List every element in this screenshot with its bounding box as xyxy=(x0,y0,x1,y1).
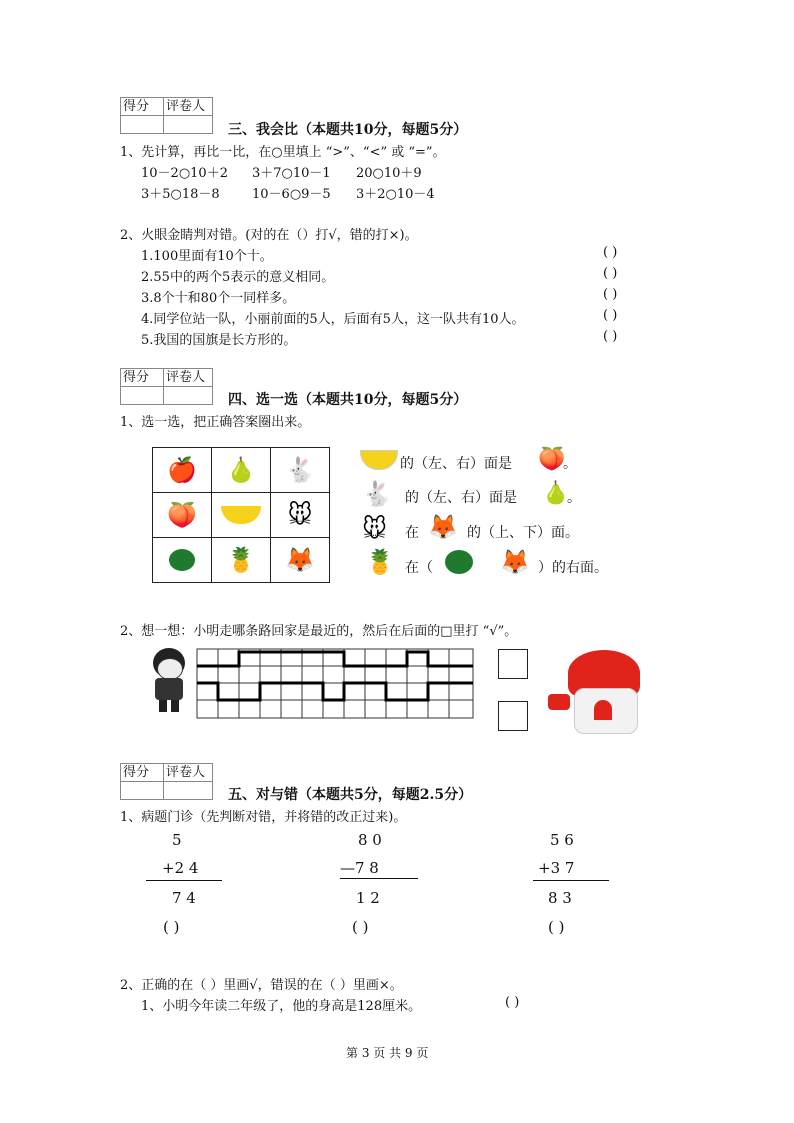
score-box-3 xyxy=(120,97,213,134)
problem-2-paren[interactable]: ( ) xyxy=(352,918,369,936)
problem-2-result: 1 2 xyxy=(356,889,380,907)
compare-1: 10－2○10＋2 xyxy=(141,166,228,181)
fruit-grid xyxy=(152,447,330,583)
mouse-icon: 🐭 xyxy=(362,515,388,543)
boy-icon xyxy=(147,648,191,714)
score-cell[interactable] xyxy=(121,116,164,134)
score-label: 得分 xyxy=(121,369,164,387)
judge-item-4: 4.同学位站一队，小丽前面的5人，后面有5人，这一队共有10人。 xyxy=(141,312,525,327)
fox-icon: 🦊 xyxy=(428,513,458,541)
score-cell[interactable] xyxy=(121,782,164,800)
score-label: 得分 xyxy=(121,764,164,782)
sec4-q1-text: 1、选一选，把正确答案圈出来。 xyxy=(120,415,311,430)
problem-1-result: 7 4 xyxy=(172,889,196,907)
problem-1-b: +2 4 xyxy=(162,859,199,877)
sec5-q2-text: 2、正确的在（ ）里画√，错误的在（ ）里画×。 xyxy=(120,978,403,993)
rabbit-icon: 🐇 xyxy=(362,480,392,508)
sentence-4a: 在（ xyxy=(405,560,433,576)
route-top xyxy=(197,652,473,666)
grader-label: 评卷人 xyxy=(164,764,213,782)
judge-item-1: 1.100里面有10个十。 xyxy=(141,249,273,264)
judge-item-3: 3.8个十和80个一同样多。 xyxy=(141,291,296,306)
section-5-title: 五、对与错（本题共5分，每题2.5分） xyxy=(228,787,473,803)
route-bottom xyxy=(197,683,473,700)
score-cell[interactable] xyxy=(121,387,164,405)
fox-icon: 🦊 xyxy=(500,548,530,576)
problem-3-line xyxy=(533,880,609,881)
sec3-q2-text: 2、火眼金睛判对错。(对的在（）打√，错的打×)。 xyxy=(120,228,418,243)
peach-icon: 🍑 xyxy=(538,447,566,472)
sentence-4b: ）的右面。 xyxy=(538,560,608,576)
compare-5: 10－6○9－5 xyxy=(252,187,331,202)
pear-icon: 🍐 xyxy=(212,448,271,493)
problem-2-line xyxy=(340,878,418,879)
route-grid xyxy=(196,648,476,720)
grader-cell[interactable] xyxy=(164,782,213,800)
pear-icon: 🍐 xyxy=(542,481,570,506)
sentence-1a: 的（左、右）面是 xyxy=(400,456,512,472)
problem-3-a: 5 6 xyxy=(550,831,574,849)
sec5-item-1: 1、小明今年读二年级了，他的身高是128厘米。 xyxy=(141,999,422,1014)
peach-icon: 🍑 xyxy=(153,493,212,538)
problem-3-paren[interactable]: ( ) xyxy=(548,918,565,936)
banana-icon xyxy=(212,493,271,538)
problem-1-a: 5 xyxy=(172,831,182,849)
apple-icon: 🍎 xyxy=(153,448,212,493)
pineapple-icon: 🍍 xyxy=(365,548,395,576)
rabbit-icon: 🐇 xyxy=(271,448,330,493)
answer-paren-5[interactable]: ( ) xyxy=(603,329,618,344)
sentence-3b: 的（上、下）面。 xyxy=(467,525,579,541)
watermelon-icon xyxy=(153,538,212,583)
house-icon xyxy=(548,650,652,742)
problem-3-b: +3 7 xyxy=(538,859,575,877)
score-box-4 xyxy=(120,368,213,405)
problem-2-b: —7 8 xyxy=(340,859,379,877)
sentence-1b: 。 xyxy=(563,456,577,472)
sentence-2a: 的（左、右）面是 xyxy=(405,490,517,506)
sec5-item-1-paren[interactable]: ( ) xyxy=(505,995,520,1010)
section-4-title: 四、选一选（本题共10分，每题5分） xyxy=(228,392,468,408)
mouse-icon: 🐭 xyxy=(271,493,330,538)
score-box-5 xyxy=(120,763,213,800)
problem-1-paren[interactable]: ( ) xyxy=(163,918,180,936)
grader-label: 评卷人 xyxy=(164,369,213,387)
judge-item-5: 5.我国的国旗是长方形的。 xyxy=(141,333,297,348)
watermelon-icon xyxy=(445,550,473,574)
compare-3: 20○10＋9 xyxy=(356,166,422,181)
banana-icon xyxy=(360,450,398,470)
compare-2: 3＋7○10－1 xyxy=(252,166,331,181)
compare-4: 3＋5○18－8 xyxy=(141,187,220,202)
compare-6: 3＋2○10－4 xyxy=(356,187,435,202)
pineapple-icon: 🍍 xyxy=(212,538,271,583)
answer-paren-2[interactable]: ( ) xyxy=(603,266,618,281)
sec5-q1-text: 1、病题门诊（先判断对错，并将错的改正过来)。 xyxy=(120,810,407,825)
answer-paren-3[interactable]: ( ) xyxy=(603,287,618,302)
problem-3-result: 8 3 xyxy=(548,889,572,907)
score-label: 得分 xyxy=(121,98,164,116)
problem-1-line xyxy=(146,880,222,881)
problem-2-a: 8 0 xyxy=(358,831,382,849)
answer-paren-1[interactable]: ( ) xyxy=(603,245,618,260)
judge-item-2: 2.55中的两个5表示的意义相同。 xyxy=(141,270,335,285)
grader-cell[interactable] xyxy=(164,116,213,134)
page-footer: 第 3 页 共 9 页 xyxy=(346,1046,429,1060)
sec4-q2-text: 2、想一想：小明走哪条路回家是最近的，然后在后面的□里打 “√”。 xyxy=(120,624,518,639)
sentence-2b: 。 xyxy=(567,490,581,506)
grader-label: 评卷人 xyxy=(164,98,213,116)
fox-icon: 🦊 xyxy=(271,538,330,583)
grader-cell[interactable] xyxy=(164,387,213,405)
answer-box-bottom-route[interactable] xyxy=(498,701,528,731)
section-3-title: 三、我会比（本题共10分，每题5分） xyxy=(228,122,468,138)
answer-box-top-route[interactable] xyxy=(498,649,528,679)
sec3-q1-text: 1、先计算，再比一比，在○里填上 “>”、“<” 或 “=”。 xyxy=(120,145,446,160)
answer-paren-4[interactable]: ( ) xyxy=(603,308,618,323)
sentence-3a: 在 xyxy=(405,525,419,541)
